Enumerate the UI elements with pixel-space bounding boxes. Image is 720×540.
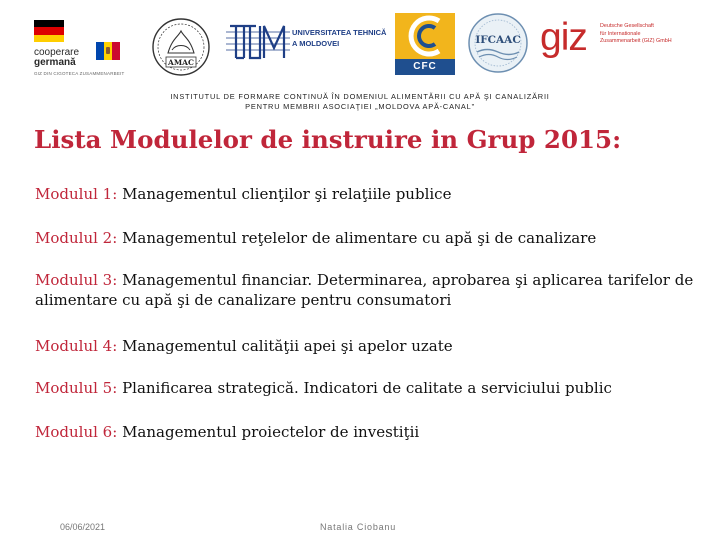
page-title: Lista Modulelor de instruire in Grup 2015:	[34, 125, 622, 154]
cooperare-germana-logo	[34, 20, 125, 78]
institute-header	[0, 92, 720, 112]
cooperare-small-text: GIZ DIN CIGOTECA ZUSAMMENARBEIT	[34, 71, 125, 76]
module-item-3	[35, 270, 705, 310]
module-label: Modulul 2:	[35, 229, 118, 247]
module-text: Managementul calităţii apei şi apelor uzate	[122, 337, 453, 355]
amac-logo	[146, 17, 216, 79]
ifcaac-logo	[467, 12, 529, 74]
module-item-5	[35, 378, 705, 398]
module-item-1	[35, 184, 705, 204]
giz-word: giz	[540, 16, 587, 59]
module-label: Modulul 4:	[35, 337, 118, 355]
logo-bar	[0, 0, 720, 90]
moldova-flag-icon	[96, 42, 120, 60]
module-text: Managementul financiar. Determinarea, aprobarea şi aplicarea tarifelor de alimentare cu apă şi de canalizare pentru consumatori	[35, 271, 694, 309]
utm-text: UNIVERSITATEA TEHNICĂ A MOLDOVEI	[292, 28, 387, 48]
module-label: Modulul 3:	[35, 271, 118, 289]
module-text: Planificarea strategică. Indicatori de calitate a serviciului public	[122, 379, 612, 397]
footer-author: Natalia Ciobanu	[320, 522, 397, 532]
module-item-4	[35, 336, 705, 356]
cooperare-text: cooperare germană	[34, 47, 80, 68]
module-item-6	[35, 422, 705, 442]
footer-date: 06/06/2021	[60, 522, 106, 532]
giz-logo	[540, 16, 710, 66]
module-label: Modulul 6:	[35, 423, 118, 441]
german-flag-icon	[34, 20, 64, 42]
institute-line-2: PENTRU MEMBRII ASOCIAŢIEI „MOLDOVA APĂ-CANAL”	[245, 102, 475, 111]
module-text: Managementul reţelelor de alimentare cu apă şi de canalizare	[122, 229, 597, 247]
cfc-text: CFC	[395, 59, 455, 75]
cfc-emblem-icon	[395, 13, 455, 59]
amac-text: AMAC	[168, 58, 194, 67]
module-item-2	[35, 228, 705, 248]
cfc-logo	[395, 13, 455, 75]
institute-line-1: INSTITUTUL DE FORMARE CONTINUĂ ÎN DOMENIUL ALIMENTĂRII CU APĂ ŞI CANALIZĂRII	[170, 92, 550, 101]
utm-emblem-icon	[226, 18, 290, 68]
giz-subtitle: Deutsche Gesellschaft für Internationale Zusammenarbeit (GIZ) GmbH	[600, 23, 672, 44]
ifcaac-text: IFCAAC	[475, 34, 521, 46]
utm-logo	[226, 18, 386, 68]
module-label: Modulul 5:	[35, 379, 118, 397]
amac-emblem-icon	[146, 17, 216, 79]
module-text: Managementul proiectelor de investiţii	[122, 423, 420, 441]
module-label: Modulul 1:	[35, 185, 118, 203]
module-text: Managementul clienţilor şi relaţiile publice	[122, 185, 452, 203]
